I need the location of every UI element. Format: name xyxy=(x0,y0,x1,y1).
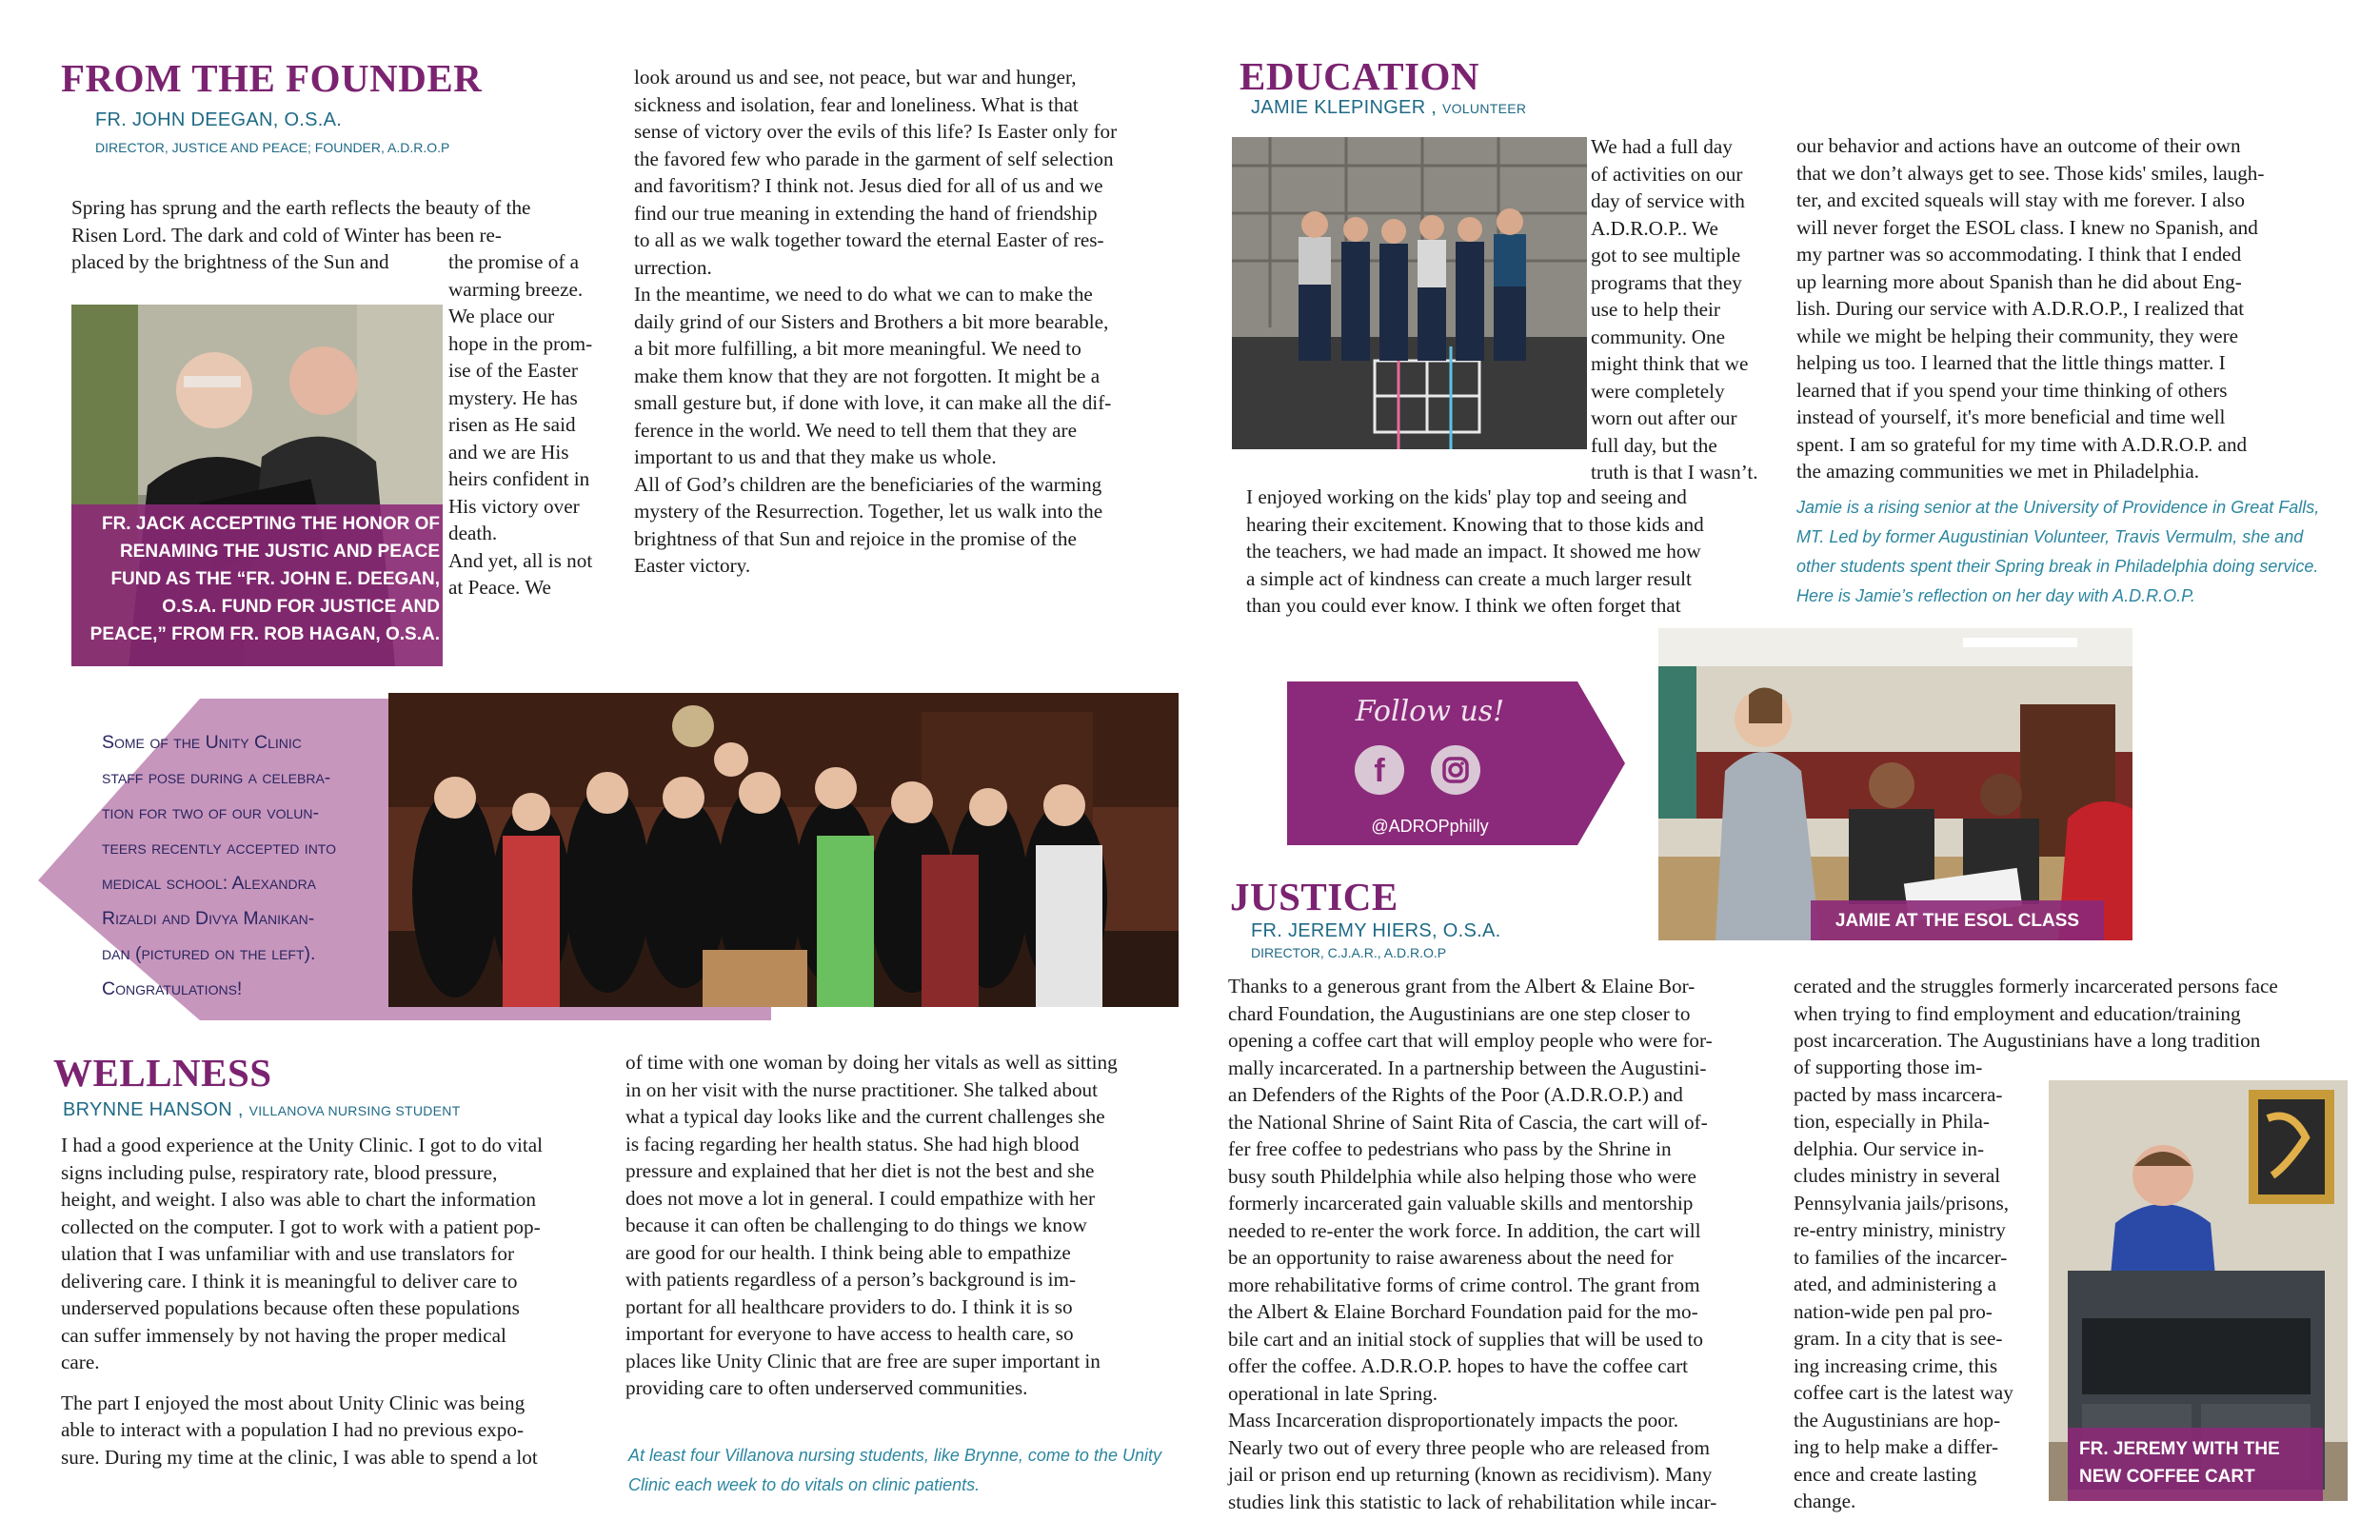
founder-column-2 xyxy=(634,64,1196,580)
text-line: We had a full day xyxy=(1591,135,1733,158)
caption-line: Congratulations! xyxy=(102,978,243,999)
text-line: the Albert & Elaine Borchard Foundation paid for the mo- xyxy=(1228,1300,1698,1323)
text-line: providing care to often underserved communities. xyxy=(625,1376,1028,1399)
text-line: studies link this statistic to lack of rehabilitation while incar- xyxy=(1228,1490,1717,1513)
text-line: ise of the Easter xyxy=(448,359,578,382)
text-line: be an opportunity to raise awareness about the need for xyxy=(1228,1246,1674,1269)
text-line: And yet, all is not xyxy=(448,548,593,572)
text-line: tion, especially in Phila- xyxy=(1794,1110,1990,1133)
text-line: I had a good experience at the Unity Clinic. I got to do vital xyxy=(61,1134,544,1156)
text-line: I enjoyed working on the kids' play top and seeing and xyxy=(1246,485,1687,508)
education-side-text xyxy=(1591,133,1791,486)
text-line: pressure and explained that her diet is not the best and she xyxy=(625,1159,1095,1182)
text-line: All of God’s children are the beneficiaries of the warming xyxy=(634,472,1102,496)
esol-caption: JAMIE AT THE ESOL CLASS xyxy=(1835,911,2080,931)
education-author: JAMIE KLEPINGER xyxy=(1251,97,1426,118)
follow-us-handle: @ADROPphilly xyxy=(1371,817,1489,836)
text-line: underserved populations because often these populations xyxy=(61,1296,520,1319)
text-line: the teachers, we had made an impact. It showed me how xyxy=(1246,540,1701,563)
text-line: bile cart and an initial stock of supplies that will be used to xyxy=(1228,1327,1703,1351)
text-line: We place our xyxy=(448,305,555,327)
text-line: Easter victory. xyxy=(634,554,751,577)
text-line: Risen Lord. The dark and cold of Winter has been re- xyxy=(71,223,502,247)
founder-side-text xyxy=(448,248,629,602)
text-line: make them know that they are not forgotten. It might be a xyxy=(634,364,1101,387)
text-line: are good for our health. I think being able to empathize xyxy=(625,1240,1071,1264)
text-line: His victory over xyxy=(448,494,580,518)
text-line: at Peace. We xyxy=(448,576,551,599)
text-line: post incarceration. The Augustinians have a long tradition xyxy=(1794,1029,2261,1052)
caption-line: Rizaldi and Divya Manikan- xyxy=(102,908,315,929)
text-line: Spring has sprung and the earth reflects the beauty of the xyxy=(71,196,531,219)
byline-separator: , xyxy=(232,1099,249,1120)
text-line: chard Foundation, the Augustinians are one step closer to xyxy=(1228,1001,1691,1025)
text-line: coffee cart is the latest way xyxy=(1794,1381,2013,1404)
education-group-photo xyxy=(1232,137,1587,449)
text-line: important to us and that they make us whole. xyxy=(634,445,997,468)
education-photo-image xyxy=(1232,137,1587,449)
wellness-role: VILLANOVA NURSING STUDENT xyxy=(248,1103,461,1118)
text-line: offer the coffee. A.D.R.O.P. hopes to have the coffee cart xyxy=(1228,1354,1689,1377)
text-line: day of service with xyxy=(1591,189,1745,212)
text-line: height, and weight. I also was able to chart the information xyxy=(61,1188,536,1211)
wellness-author: BRYNNE HANSON xyxy=(63,1099,233,1120)
text-line: got to see multiple xyxy=(1591,244,1741,267)
text-line: change. xyxy=(1794,1490,1856,1512)
text-line: a bit more fulfilling, a bit more meaningful. We need to xyxy=(634,337,1081,360)
text-line: find our true meaning in extending the hand of friendship xyxy=(634,201,1098,225)
text-line: Thanks to a generous grant from the Albert & Elaine Bor- xyxy=(1228,975,1696,997)
text-line: death. xyxy=(448,522,498,544)
text-line: full day, but the xyxy=(1591,433,1717,457)
founder-role: DIRECTOR, JUSTICE AND PEACE; FOUNDER, A.D.R.O.P xyxy=(95,140,450,155)
text-line: ference in the world. We need to tell them that they are xyxy=(634,418,1078,442)
education-column-2 xyxy=(1796,132,2358,485)
text-line: when trying to find employment and education/training xyxy=(1794,1001,2241,1025)
text-line: Pennsylvania jails/prisons, xyxy=(1794,1191,2009,1214)
justice-role: DIRECTOR, C.J.A.R., A.D.R.O.P xyxy=(1251,945,1447,960)
text-line: important for everyone to have access to health care, so xyxy=(625,1322,1074,1345)
text-line: mystery. He has xyxy=(448,385,578,409)
text-line: ter, and excited squeals will stay with me forever. I also xyxy=(1796,188,2246,211)
text-line: warming breeze. xyxy=(448,277,584,301)
text-line: busy south Phildelphia while also helping those who were xyxy=(1228,1164,1696,1188)
text-line: the National Shrine of Saint Rita of Cascia, the cart will of- xyxy=(1228,1110,1708,1134)
text-line: up learning more about Spanish than he did about Eng- xyxy=(1796,269,2242,293)
caption-line: PEACE,” FROM FR. ROB HAGAN, O.S.A. xyxy=(89,624,440,644)
text-line: signs including pulse, respiratory rate, blood pressure, xyxy=(61,1160,498,1184)
text-line: than you could ever know. I think we often forget that xyxy=(1246,594,1681,617)
coffee-cart-caption xyxy=(2079,1435,2323,1491)
text-line: heirs confident in xyxy=(448,467,590,490)
text-line: ulation that I was unfamiliar with and use translators for xyxy=(61,1242,515,1265)
text-line: ated, and administering a xyxy=(1794,1273,1996,1295)
text-line: and favoritism? I think not. Jesus died for all of us and we xyxy=(634,174,1103,197)
text-line: cludes ministry in several xyxy=(1794,1164,2001,1187)
justice-author: FR. JEREMY HIERS, O.S.A. xyxy=(1251,920,1501,941)
text-line: gram. In a city that is see- xyxy=(1794,1327,2003,1350)
text-line: urrection. xyxy=(634,255,712,279)
text-line: helping us too. I learned that the little things matter. I xyxy=(1796,351,2226,374)
text-line: hearing their excitement. Knowing that to those kids and xyxy=(1246,512,1704,536)
text-line: mally incarcerated. In a partnership between the Augustini- xyxy=(1228,1056,1707,1079)
text-line: The part I enjoyed the most about Unity Clinic was being xyxy=(61,1391,526,1414)
text-line: the amazing communities we met in Philadelphia. xyxy=(1796,460,2200,483)
byline-separator: , xyxy=(1425,97,1443,118)
education-byline xyxy=(1251,97,1526,118)
caption-line: teers recently accepted into xyxy=(102,838,336,859)
caption-line: medical school: Alexandra xyxy=(102,873,317,894)
text-line: sure. During my time at the clinic, I was able to spend a lot xyxy=(61,1445,538,1469)
text-line: learned that if you spend your time thinking of others xyxy=(1796,378,2228,402)
instagram-glyph xyxy=(1431,745,1480,795)
note-line: other students spent their Spring break in Philadelphia doing service. xyxy=(1796,557,2319,576)
wellness-column-1 xyxy=(61,1132,623,1471)
founder-heading: FROM THE FOUNDER xyxy=(61,56,483,100)
text-line: needed to re-enter the work force. In addition, the cart will xyxy=(1228,1218,1701,1242)
note-line: Clinic each week to do vitals on clinic patients. xyxy=(628,1475,981,1494)
text-line: operational in late Spring. xyxy=(1228,1381,1438,1405)
text-line: lish. During our service with A.D.R.O.P., I realized that xyxy=(1796,297,2245,320)
text-line: ence and create lasting xyxy=(1794,1462,1977,1486)
text-line: nation-wide pen pal pro- xyxy=(1794,1299,1993,1323)
text-line: will never forget the ESOL class. I knew no Spanish, and xyxy=(1796,215,2258,239)
text-line: of time with one woman by doing her vitals as well as sitting xyxy=(625,1051,1118,1074)
text-line: fer free coffee to pedestrians who pass by the Shrine in xyxy=(1228,1137,1672,1160)
caption-line: NEW COFFEE CART xyxy=(2079,1467,2255,1487)
text-line: sickness and isolation, fear and loneliness. What is that xyxy=(634,92,1079,116)
founder-photo-caption xyxy=(76,510,440,648)
text-line: re-entry ministry, ministry xyxy=(1794,1218,2006,1241)
unity-clinic-photo-image xyxy=(388,693,1179,1007)
text-line: in on her visit with the nurse practitioner. She talked about xyxy=(625,1077,1099,1101)
text-line: does not move a lot in general. I could empathize with her xyxy=(625,1186,1096,1210)
text-line: while we might be helping their community, they were xyxy=(1796,324,2239,347)
caption-line: O.S.A. FUND FOR JUSTICE AND xyxy=(162,597,440,617)
caption-line: dan (pictured on the left). xyxy=(102,943,316,964)
text-line: brightness of that Sun and rejoice in the promise of the xyxy=(634,526,1077,550)
text-line: instead of yourself, it's more beneficial and time well xyxy=(1796,405,2226,428)
text-line: small gesture but, if done with love, it can make all the dif- xyxy=(634,391,1112,414)
text-line: able to interact with a population I had no previous expo- xyxy=(61,1418,524,1441)
text-line: a simple act of kindness can create a much larger result xyxy=(1246,566,1692,590)
text-line: sense of victory over the evils of this life? Is Easter only for xyxy=(634,120,1118,143)
text-line: an Defenders of the Rights of the Poor (A.D.R.O.P.) and xyxy=(1228,1083,1683,1106)
education-note xyxy=(1796,493,2368,611)
text-line: places like Unity Clinic that are free are super important in xyxy=(625,1349,1101,1372)
text-line: In the meantime, we need to do what we can to make the xyxy=(634,283,1093,306)
text-line: daily grind of our Sisters and Brothers a bit more bearable, xyxy=(634,309,1109,333)
text-line: that we don’t always get to see. Those kids' smiles, laugh- xyxy=(1796,161,2265,185)
caption-line: FR. JACK ACCEPTING THE HONOR OF xyxy=(101,514,440,534)
text-line: care. xyxy=(61,1351,100,1373)
text-line: worn out after our xyxy=(1591,406,1737,429)
text-line: hope in the prom- xyxy=(448,331,593,355)
text-line: ing increasing crime, this xyxy=(1794,1353,1998,1377)
text-line: and we are His xyxy=(448,440,569,464)
text-line: A.D.R.O.P.. We xyxy=(1591,216,1718,240)
text-line: can suffer immensely by not having the proper medical xyxy=(61,1323,506,1347)
caption-line: staff pose during a celebra- xyxy=(102,767,331,788)
justice-column-2 xyxy=(1794,973,2365,1055)
text-line: collected on the computer. I got to work with a patient pop- xyxy=(61,1214,541,1238)
wellness-column-2 xyxy=(625,1049,1197,1402)
text-line: what a typical day looks like and the current challenges she xyxy=(625,1105,1105,1128)
text-line: of supporting those im- xyxy=(1794,1056,1983,1078)
education-heading: EDUCATION xyxy=(1240,54,1480,98)
text-line: to families of the incarcer- xyxy=(1794,1245,2008,1269)
text-line: the favored few who parade in the garment of self selection xyxy=(634,147,1114,170)
instagram-icon[interactable] xyxy=(1431,745,1480,795)
text-line: portant for all healthcare providers to do. I think it is so xyxy=(625,1294,1073,1318)
facebook-glyph: f xyxy=(1374,753,1385,789)
text-line: to all as we walk together toward the eternal Easter of res- xyxy=(634,228,1104,251)
text-line: the promise of a xyxy=(448,250,580,273)
text-line: ing to help make a differ- xyxy=(1794,1435,1999,1458)
note-line: MT. Led by former Augustinian Volunteer, Travis Vermulm, she and xyxy=(1796,527,2304,546)
education-role: VOLUNTEER xyxy=(1442,101,1527,116)
text-line: mystery of the Resurrection. Together, let us walk into the xyxy=(634,500,1103,523)
text-line: is facing regarding her health status. She had high blood xyxy=(625,1132,1080,1155)
text-line: delivering care. I think it is meaningful to deliver care to xyxy=(61,1269,518,1293)
wellness-note xyxy=(628,1441,1200,1500)
text-line: placed by the brightness of the Sun and xyxy=(71,250,389,273)
education-column-1 xyxy=(1246,484,1798,620)
text-line: risen as He said xyxy=(448,413,576,436)
text-line: my partner was so accommodating. I think that I ended xyxy=(1796,243,2242,266)
justice-column-1 xyxy=(1228,973,1790,1515)
text-line: cerated and the struggles formerly incarcerated persons face xyxy=(1794,975,2278,997)
caption-line: FR. JEREMY WITH THE xyxy=(2079,1439,2280,1459)
text-line: Mass Incarceration disproportionately impacts the poor. xyxy=(1228,1409,1679,1431)
follow-us-title: Follow us! xyxy=(1355,695,1505,728)
esol-class-photo xyxy=(1658,628,2132,940)
caption-line: Some of the Unity Clinic xyxy=(102,732,302,753)
note-line: Here is Jamie’s reflection on her day with A.D.R.O.P. xyxy=(1796,586,2195,605)
text-line: use to help their xyxy=(1591,298,1720,321)
paragraph-gap xyxy=(61,1376,623,1390)
note-line: At least four Villanova nursing students, like Brynne, come to the Unity xyxy=(628,1446,1161,1465)
founder-author: FR. JOHN DEEGAN, O.S.A. xyxy=(95,109,343,130)
text-line: with patients regardless of a person’s background is im- xyxy=(625,1268,1077,1291)
wellness-byline xyxy=(63,1099,461,1120)
unity-clinic-photo xyxy=(388,693,1179,1007)
text-line: delphia. Our service in- xyxy=(1794,1136,1985,1160)
text-line: truth is that I wasn’t. xyxy=(1591,461,1758,484)
esol-photo-image xyxy=(1658,628,2132,940)
wellness-heading: WELLNESS xyxy=(53,1051,272,1095)
text-line: because it can often be challenging to do things we know xyxy=(625,1214,1087,1236)
text-line: community. One xyxy=(1591,325,1726,348)
text-line: formerly incarcerated gain valuable skills and mentorship xyxy=(1228,1192,1694,1214)
text-line: Nearly two out of every three people who are released from xyxy=(1228,1435,1710,1459)
text-line: were completely xyxy=(1591,379,1725,403)
caption-line: RENAMING THE JUSTIC AND PEACE xyxy=(119,542,440,562)
justice-column-2-side xyxy=(1794,1054,2041,1515)
text-line: more rehabilitative forms of crime control. The grant from xyxy=(1228,1273,1700,1296)
justice-heading: JUSTICE xyxy=(1230,875,1398,918)
text-line: jail or prison end up returning (known as recidivism). Many xyxy=(1228,1463,1713,1486)
caption-line: FUND AS THE “FR. JOHN E. DEEGAN, xyxy=(110,569,440,589)
text-line: opening a coffee cart that will employ people who were for- xyxy=(1228,1029,1713,1052)
note-line: Jamie is a rising senior at the University of Providence in Great Falls, xyxy=(1796,498,2320,517)
text-line: programs that they xyxy=(1591,270,1742,294)
unity-clinic-caption xyxy=(102,725,387,1007)
text-line: look around us and see, not peace, but war and hunger, xyxy=(634,66,1077,89)
caption-line: tion for two of our volun- xyxy=(102,802,320,823)
text-line: might think that we xyxy=(1591,352,1749,375)
facebook-icon[interactable] xyxy=(1355,745,1404,795)
text-line: our behavior and actions have an outcome of their own xyxy=(1796,134,2241,157)
text-line: the Augustinians are hop- xyxy=(1794,1408,2001,1431)
text-line: spent. I am so grateful for my time with A.D.R.O.P. and xyxy=(1796,432,2248,456)
text-line: pacted by mass incarcera- xyxy=(1794,1082,2003,1106)
text-line: of activities on our xyxy=(1591,162,1743,186)
